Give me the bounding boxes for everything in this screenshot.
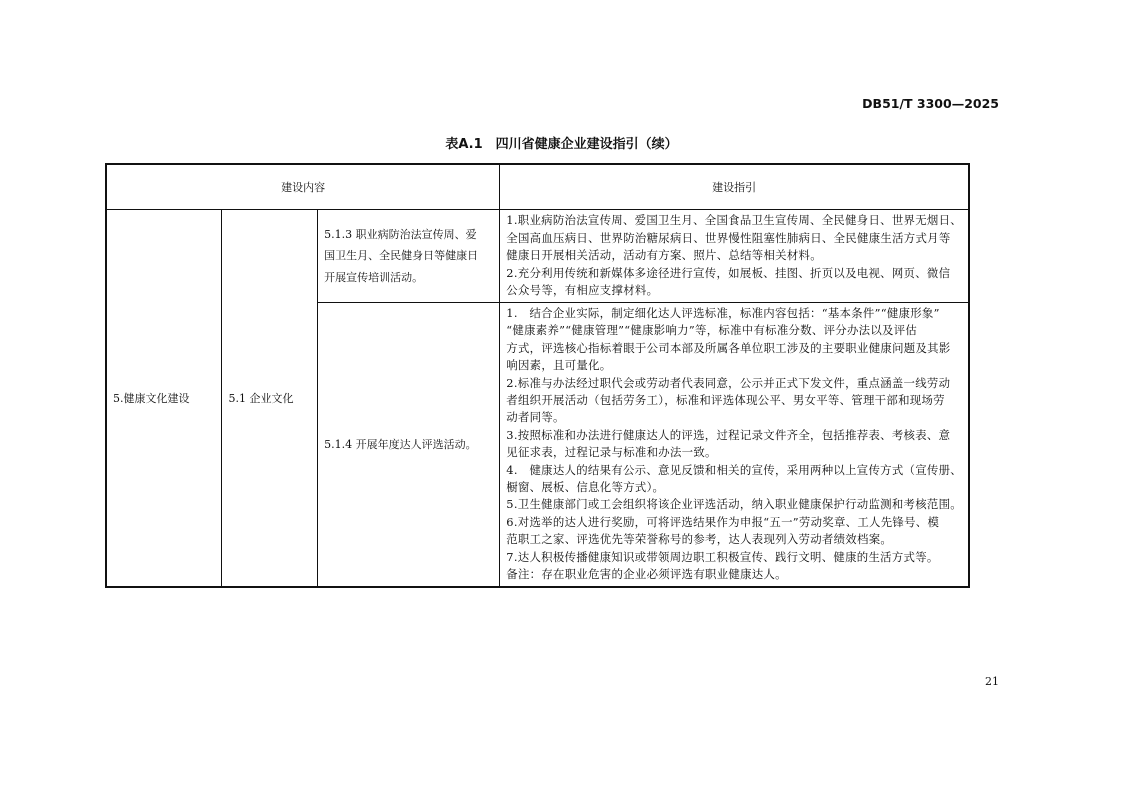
guide-line: 者组织开展活动（包括劳务工），标准和评选体现公平、男女平等、管理干部和现场劳 — [506, 393, 945, 408]
subcategory-cell: 5.1 企业文化 — [222, 210, 318, 587]
guide-line: 备注：存在职业危害的企业必须评选有职业健康达人。 — [506, 567, 787, 582]
table-row — [106, 210, 969, 303]
guide-line: 2.充分利用传统和新媒体多途径进行宣传，如展板、挂图、折页以及电视、网页、微信 — [506, 265, 951, 280]
guide-line: 3.按照标准和办法进行健康达人的评选，过程记录文件齐全，包括推荐表、考核表、意 — [506, 427, 951, 442]
item-line: 5.1.3 职业病防治法宣传周、爱 — [324, 227, 477, 241]
item-line: 国卫生月、全民健身日等健康日 — [324, 249, 479, 263]
page-number: 21 — [985, 675, 999, 688]
guide-line: “健康素养”“健康管理”“健康影响力”等，标准中有标准分数、评分办法以及评估 — [506, 323, 918, 338]
header-guide: 建设指引 — [500, 164, 969, 210]
guide-line: 1. 结合企业实际，制定细化达人评选标准，标准内容包括：“基本条件”“健康形象” — [506, 306, 940, 320]
guide-line: 6.对选举的达人进行奖励，可将评选结果作为申报“五一”劳动奖章、工人先锋号、模 — [506, 514, 940, 529]
guide-line: 2.标准与办法经过职代会或劳动者代表同意，公示并正式下发文件，重点涵盖一线劳动 — [506, 375, 951, 390]
item-line: 开展宣传培训活动。 — [324, 270, 424, 284]
guide-line: 7.达人积极传播健康知识或带领周边职工积极宣传、践行文明、健康的生活方式等。 — [506, 549, 939, 564]
item-line: 5.1.4 开展年度达人评选活动。 — [324, 437, 477, 451]
header-content: 建设内容 — [106, 164, 500, 210]
guide-line: 全国高血压病日、世界防治糖尿病日、世界慢性阻塞性肺病日、全民健康生活方式月等 — [506, 230, 951, 245]
guide-line: 动者同等。 — [506, 410, 565, 425]
guide-line: 5.卫生健康部门或工会组织将该企业评选活动，纳入职业健康保护行动监测和考核范围。 — [506, 497, 962, 512]
guide-line: 4. 健康达人的结果有公示、意见反馈和相关的宣传，采用两种以上宣传方式（宣传册、 — [506, 462, 962, 477]
guide-line: 橱窗、展板、信息化等方式）。 — [506, 480, 665, 495]
item-cell — [318, 210, 500, 303]
guide-line: 范职工之家、评选优先等荣誉称号的参考，达人表现列入劳动者绩效档案。 — [506, 532, 893, 547]
guide-line: 响因素，且可量化。 — [506, 358, 612, 373]
guide-line: 1.职业病防治法宣传周、爱国卫生月、全国食品卫生宣传周、全民健身日、世界无烟日、 — [506, 213, 962, 228]
guide-cell — [500, 303, 969, 587]
guide-line: 见征求表，过程记录与标准和办法一致。 — [506, 445, 717, 460]
guide-line: 健康日开展相关活动，活动有方案、照片、总结等相关材料。 — [506, 248, 822, 263]
category-cell: 5.健康文化建设 — [106, 210, 222, 587]
table-title: 表A.1 四川省健康企业建设指引（续） — [445, 137, 678, 152]
guideline-table — [105, 163, 970, 588]
table-header-row — [106, 164, 969, 210]
guide-line: 公众号等，有相应支撑材料。 — [506, 283, 659, 298]
item-cell — [318, 303, 500, 587]
standard-number: DB51/T 3300—2025 — [862, 96, 999, 111]
guide-line: 方式，评选核心指标着眼于公司本部及所属各单位职工涉及的主要职业健康问题及其影 — [506, 340, 951, 355]
guide-cell — [500, 210, 969, 303]
